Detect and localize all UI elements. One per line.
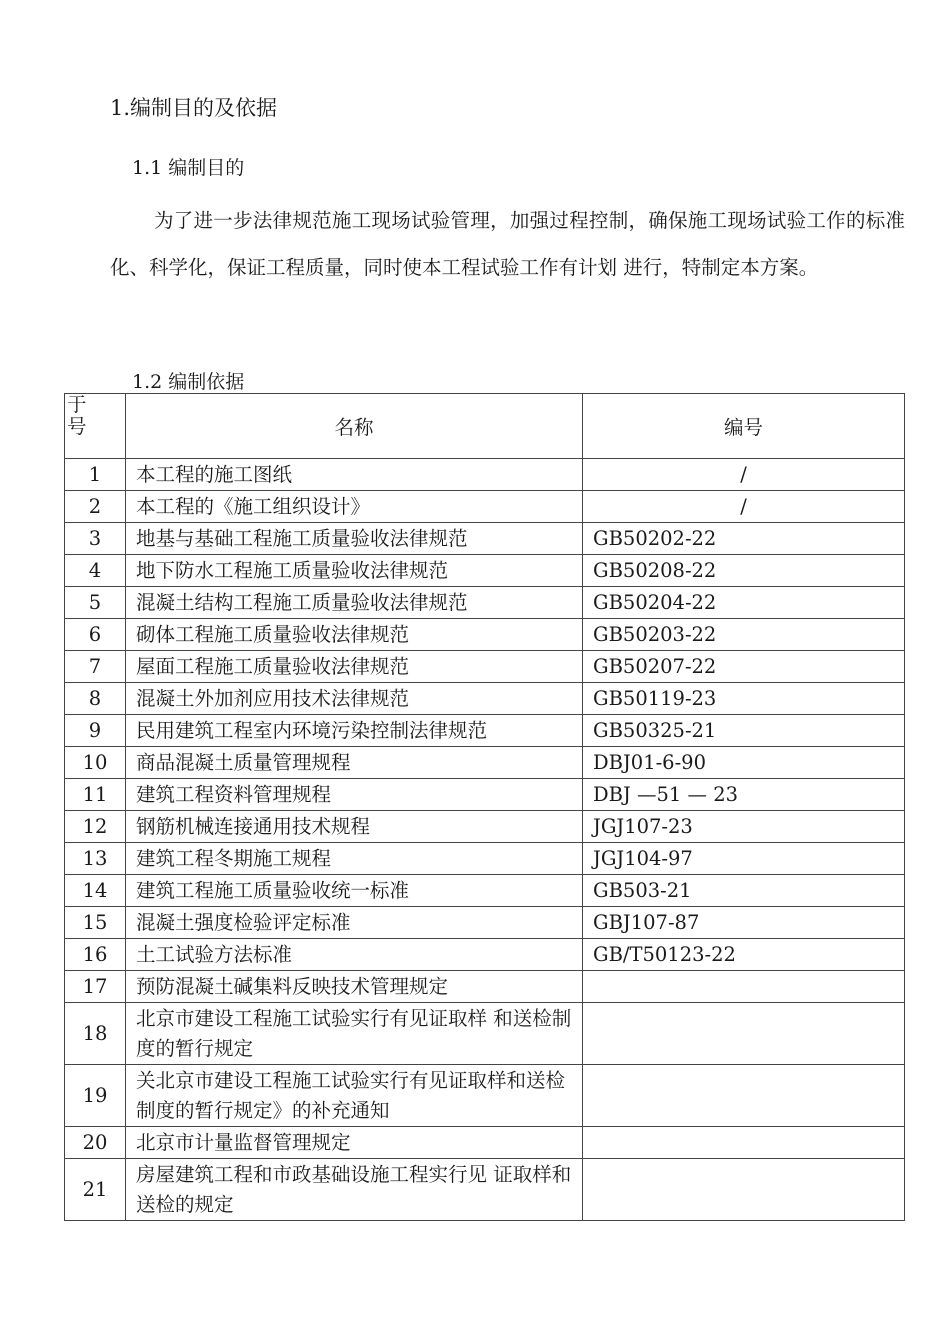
- table-row: [65, 1127, 905, 1159]
- row-code: GB/T50123-22: [583, 939, 905, 971]
- table-row: [65, 459, 905, 491]
- row-code: GB50204-22: [583, 587, 905, 619]
- subsection-heading-purpose: 1.1 编制目的: [132, 157, 245, 179]
- row-number: 13: [65, 843, 126, 875]
- row-name: 混凝土结构工程施工质量验收法律规范: [126, 587, 583, 619]
- row-name: 混凝土外加剂应用技术法律规范: [126, 683, 583, 715]
- row-code: [583, 1065, 905, 1127]
- table-row: [65, 651, 905, 683]
- row-code: [583, 1159, 905, 1221]
- table-row: [65, 523, 905, 555]
- row-code: GB50202-22: [583, 523, 905, 555]
- row-name: 房屋建筑工程和市政基础设施工程实行见 证取样和送检的规定: [126, 1159, 583, 1221]
- table-row: [65, 907, 905, 939]
- row-code: /: [583, 459, 905, 491]
- row-name: 混凝土强度检验评定标准: [126, 907, 583, 939]
- row-number: 20: [65, 1127, 126, 1159]
- table-row: [65, 747, 905, 779]
- table-row: [65, 779, 905, 811]
- row-name: 本工程的施工图纸: [126, 459, 583, 491]
- row-name: 建筑工程施工质量验收统一标准: [126, 875, 583, 907]
- row-code: [583, 971, 905, 1003]
- row-code: GB50208-22: [583, 555, 905, 587]
- purpose-text: 为了进一步法律规范施工现场试验管理，加强过程控制，确保施工现场试验工作的标准化、科学化，保证工程质量，同时使本工程试验工作有计划 进行，特制定本方案。: [110, 209, 905, 279]
- row-name: 屋面工程施工质量验收法律规范: [126, 651, 583, 683]
- row-number: 10: [65, 747, 126, 779]
- header-name: 名称: [126, 394, 583, 459]
- header-code: 编号: [583, 394, 905, 459]
- table-row: [65, 619, 905, 651]
- table-row: [65, 939, 905, 971]
- table-row: [65, 1159, 905, 1221]
- row-number: 3: [65, 523, 126, 555]
- row-name: 建筑工程资料管理规程: [126, 779, 583, 811]
- row-number: 7: [65, 651, 126, 683]
- row-name: 砌体工程施工质量验收法律规范: [126, 619, 583, 651]
- row-number: 8: [65, 683, 126, 715]
- header-no-line2: 号: [67, 415, 87, 438]
- table-row: [65, 1065, 905, 1127]
- header-no: [65, 394, 126, 459]
- table-row: [65, 587, 905, 619]
- row-number: 6: [65, 619, 126, 651]
- row-number: 17: [65, 971, 126, 1003]
- row-number: 1: [65, 459, 126, 491]
- row-code: DBJ01-6-90: [583, 747, 905, 779]
- row-code: [583, 1003, 905, 1065]
- row-name: 北京市计量监督管理规定: [126, 1127, 583, 1159]
- row-number: 15: [65, 907, 126, 939]
- table-row: [65, 843, 905, 875]
- table-row: [65, 1003, 905, 1065]
- table-row: [65, 715, 905, 747]
- row-code: GBJ107-87: [583, 907, 905, 939]
- table-row: [65, 811, 905, 843]
- row-name: 预防混凝土碱集料反映技术管理规定: [126, 971, 583, 1003]
- table-body: [65, 459, 905, 1221]
- table-row: [65, 555, 905, 587]
- row-number: 14: [65, 875, 126, 907]
- row-code: GB503-21: [583, 875, 905, 907]
- row-code: GB50207-22: [583, 651, 905, 683]
- row-number: 21: [65, 1159, 126, 1221]
- row-code: DBJ —51 — 23: [583, 779, 905, 811]
- row-name: 民用建筑工程室内环境污染控制法律规范: [126, 715, 583, 747]
- row-name: 北京市建设工程施工试验实行有见证取样 和送检制度的暂行规定: [126, 1003, 583, 1065]
- row-code: GB50325-21: [583, 715, 905, 747]
- row-code: JGJ104-97: [583, 843, 905, 875]
- row-code: GB50203-22: [583, 619, 905, 651]
- subsection-heading-basis: 1.2 编制依据: [132, 371, 245, 393]
- row-number: 4: [65, 555, 126, 587]
- row-name: 地基与基础工程施工质量验收法律规范: [126, 523, 583, 555]
- row-code: [583, 1127, 905, 1159]
- table-row: [65, 971, 905, 1003]
- row-name: 钢筋机械连接通用技术规程: [126, 811, 583, 843]
- section-heading: 1.编制目的及依据: [110, 96, 278, 120]
- row-number: 19: [65, 1065, 126, 1127]
- row-number: 18: [65, 1003, 126, 1065]
- purpose-paragraph: [110, 197, 905, 291]
- row-name: 建筑工程冬期施工规程: [126, 843, 583, 875]
- row-name: 地下防水工程施工质量验收法律规范: [126, 555, 583, 587]
- table-row: [65, 875, 905, 907]
- table-row: [65, 491, 905, 523]
- row-code: /: [583, 491, 905, 523]
- row-number: 5: [65, 587, 126, 619]
- row-name: 本工程的《施工组织设计》: [126, 491, 583, 523]
- row-number: 12: [65, 811, 126, 843]
- header-no-line1: 于: [67, 393, 87, 416]
- row-name: 商品混凝土质量管理规程: [126, 747, 583, 779]
- basis-table: [64, 393, 905, 1221]
- table-row: [65, 683, 905, 715]
- row-number: 11: [65, 779, 126, 811]
- row-number: 16: [65, 939, 126, 971]
- row-code: GB50119-23: [583, 683, 905, 715]
- row-name: 关北京市建设工程施工试验实行有见证取样和送检制度的暂行规定》的补充通知: [126, 1065, 583, 1127]
- table-header-row: [65, 394, 905, 459]
- row-number: 2: [65, 491, 126, 523]
- row-number: 9: [65, 715, 126, 747]
- row-name: 土工试验方法标准: [126, 939, 583, 971]
- row-code: JGJ107-23: [583, 811, 905, 843]
